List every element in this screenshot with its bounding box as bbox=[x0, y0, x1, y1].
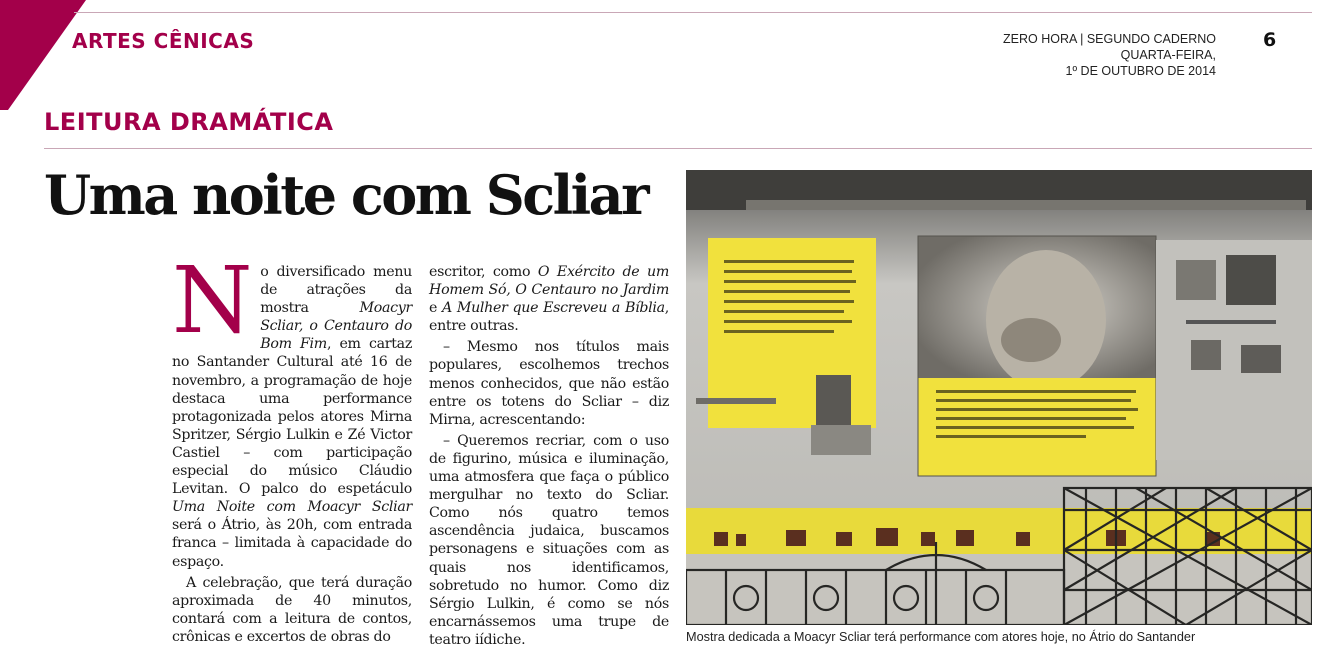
section-corner-triangle bbox=[0, 0, 86, 110]
masthead bbox=[1003, 31, 1216, 79]
paragraph: o diversificado menu de atrações da mostra Moacyr Scliar, o Centauro do Bom Fim, em cartaz no Santander Cultural até 16 de novembro, a programação de hoje destaca uma performance protagonizada pelos atores Mirna Spritzer, Sérgio Lulkin e Zé Victor Castiel – com participação especial do músico Cláudio Levitan. O palco do espetáculo Uma Noite com Moacyr Scliar será o Átrio, às 20h, com entrada franca – limitada à capacidade do espaço. bbox=[172, 264, 412, 570]
headline: Uma noite com Scliar bbox=[44, 163, 648, 227]
kicker-rule bbox=[44, 148, 1312, 149]
article-column-1 bbox=[172, 247, 412, 646]
kicker: LEITURA DRAMÁTICA bbox=[44, 108, 334, 136]
page-number: 6 bbox=[1263, 29, 1277, 51]
paragraph: A celebração, que terá duração aproximada de 40 minutos, contará com a leitura de contos, crônicas e excertos de obras do bbox=[172, 574, 412, 645]
dropcap: N bbox=[172, 247, 253, 354]
photo-caption: Mostra dedicada a Moacyr Scliar terá performance com atores hoje, no Átrio do Santander bbox=[686, 630, 1196, 644]
header-rule bbox=[74, 12, 1312, 13]
paragraph: – Queremos recriar, com o uso de figurino, música e iluminação, uma atmosfera que faça o público mergulhar no texto do Scliar. Como nós quatro temos ascendência judaica, buscamos personagens e situações com as quais nos identificamos, sobretudo no humor. Como diz Sérgio Lulkin, é como se nós encarnássemos uma trupe de teatro iídiche. bbox=[429, 432, 669, 648]
paragraph: – Mesmo nos títulos mais populares, escolhemos trechos menos conhecidos, que não estão entre os totens do Scliar – diz Mirna, acrescentando: bbox=[429, 339, 669, 428]
paragraph: escritor, como O Exército de um Homem Só, O Centauro no Jardim e A Mulher que Escreveu a Bíblia, entre outras. bbox=[429, 264, 669, 335]
masthead-date: 1º DE OUTUBRO DE 2014 bbox=[1065, 64, 1216, 78]
masthead-weekday: QUARTA-FEIRA, bbox=[1120, 48, 1216, 62]
masthead-publication: ZERO HORA | SEGUNDO CADERNO bbox=[1003, 32, 1216, 46]
section-title: ARTES CÊNICAS bbox=[72, 29, 255, 53]
article-column-2 bbox=[429, 263, 669, 649]
display-ledge bbox=[686, 508, 1312, 554]
exhibition-photo bbox=[686, 170, 1312, 625]
exhibition-photo-illustration bbox=[686, 170, 1312, 625]
